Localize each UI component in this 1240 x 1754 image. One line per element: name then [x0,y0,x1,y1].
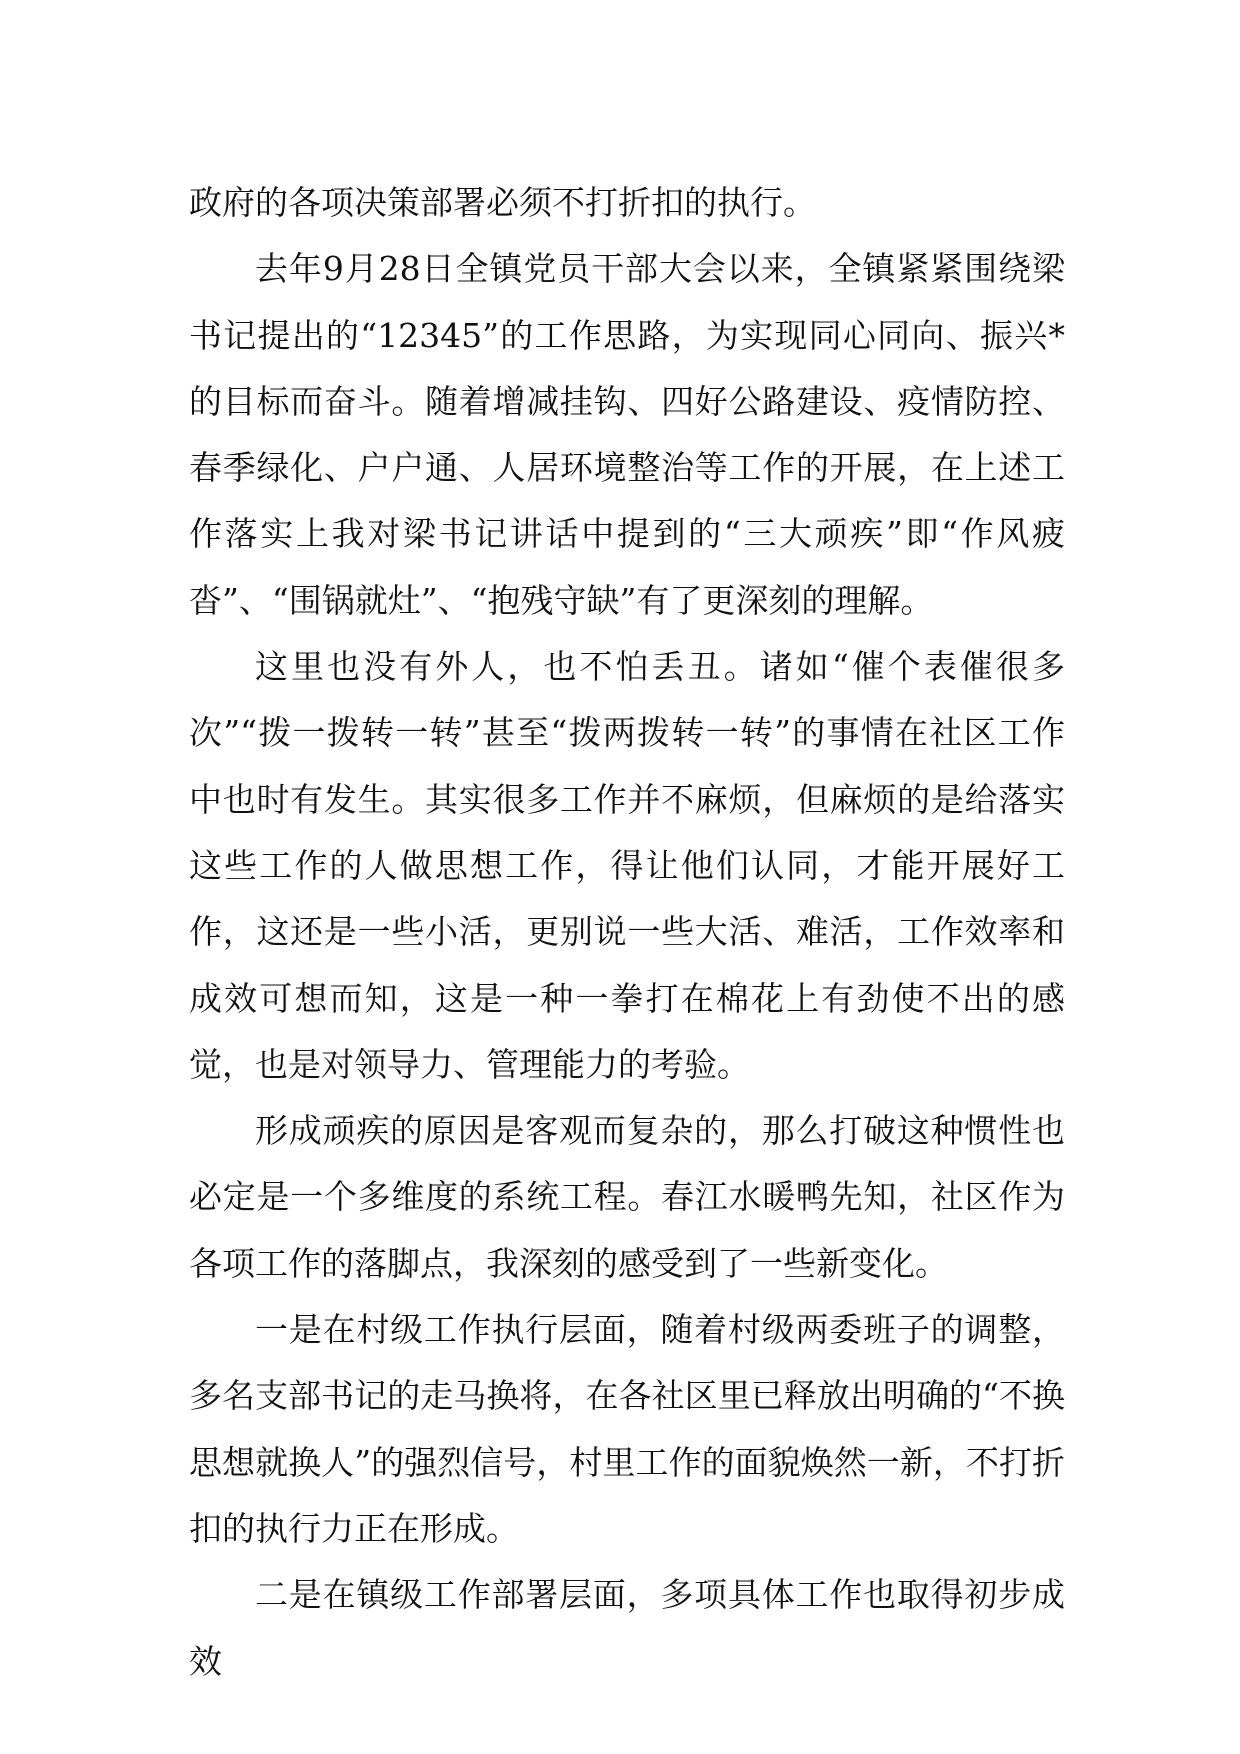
paragraph-village-level: 一是在村级工作执行层面，随着村级两委班子的调整，多名支部书记的走马换将，在各社区里已释放出明确的“不换思想就换人”的强烈信号，村里工作的面貌焕然一新，不打折扣的执行力正在形成。 [189,1310,1065,1548]
paragraph-meeting-review: 去年9月28日全镇党员干部大会以来，全镇紧紧围绕梁书记提出的“12345”的工作思路，为实现同心同向、振兴*的目标而奋斗。随着增减挂钩、四好公路建设、疫情防控、春季绿化、户户通、人居环境整治等工作的开展，在上述工作落实上我对梁书记讲话中提到的“三大顽疾”即“作风疲沓”、“围锅就灶”、“抱残守缺”有了更深刻的理解。 [189,249,1065,620]
document-body [189,170,1065,1695]
paragraph-continuation: 政府的各项决策部署必须不打折扣的执行。 [189,183,816,222]
paragraph-work-problems: 这里也没有外人，也不怕丢丑。诸如“催个表催很多次”“拨一拨转一转”甚至“拨两拨转一转”的事情在社区工作中也时有发生。其实很多工作并不麻烦，但麻烦的是给落实这些工作的人做思想工作，得让他们认同，才能开展好工作，这还是一些小活，更别说一些大活、难活，工作效率和成效可想而知，这是一种一拳打在棉花上有劲使不出的感觉，也是对领导力、管理能力的考验。 [189,647,1065,1084]
paragraph-town-level: 二是在镇级工作部署层面，多项具体工作也取得初步成效 [189,1575,1065,1681]
paragraph-causes: 形成顽疾的原因是客观而复杂的，那么打破这种惯性也必定是一个多维度的系统工程。春江水暖鸭先知，社区作为各项工作的落脚点，我深刻的感受到了一些新变化。 [189,1111,1065,1283]
